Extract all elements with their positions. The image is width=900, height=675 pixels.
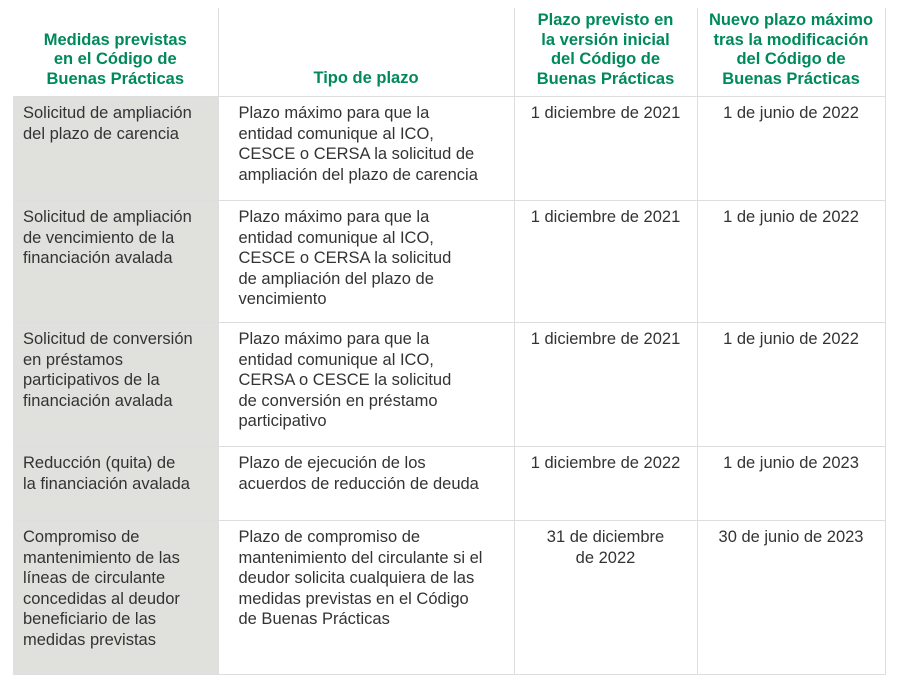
cell-line: del plazo de carencia	[23, 124, 179, 143]
cell-line: de vencimiento de la	[23, 228, 175, 247]
cell-line: Plazo máximo para que la	[238, 330, 430, 348]
cell-line: ampliación del plazo de carencia	[238, 165, 478, 184]
header-line: del Código de	[550, 50, 661, 68]
cell-nuevo-plazo	[697, 447, 885, 521]
cell-line: concedidas al deudor	[23, 589, 180, 608]
cell-medida	[13, 521, 218, 675]
table-row	[13, 201, 885, 323]
cell-line: de 2022	[575, 548, 636, 567]
cell-plazo-inicial	[514, 447, 697, 521]
cell-medida	[13, 97, 218, 201]
cell-plazo-inicial	[514, 521, 697, 675]
cell-tipo	[218, 323, 514, 447]
cell-line: financiación avalada	[23, 249, 173, 267]
cell-tipo	[218, 97, 514, 201]
header-line: Nuevo plazo máximo	[708, 11, 874, 29]
cell-line: Solicitud de ampliación	[23, 104, 192, 122]
cell-line: medidas previstas	[23, 630, 156, 649]
cell-nuevo-plazo	[697, 323, 885, 447]
cell-tipo	[218, 201, 514, 323]
cell-line: beneficiario de las	[23, 610, 156, 628]
cell-line: Compromiso de	[23, 528, 140, 546]
cell-line: 1 de junio de 2022	[723, 104, 859, 122]
cell-tipo	[218, 447, 514, 521]
header-line: en el Código de	[53, 50, 177, 68]
plazos-table-container	[13, 8, 885, 675]
cell-line: CERSA o CESCE la solicitud	[238, 371, 452, 389]
cell-nuevo-plazo	[697, 521, 885, 675]
cell-medida	[13, 201, 218, 323]
header-line: Buenas Prácticas	[536, 69, 675, 88]
cell-line: CESCE o CERSA la solicitud	[238, 249, 452, 267]
cell-line: mantenimiento de las	[23, 548, 180, 567]
cell-line: participativo	[238, 412, 327, 430]
header-line: Tipo de plazo	[313, 68, 419, 87]
cell-line: medidas previstas en el Código	[238, 589, 469, 608]
cell-line: deudor solicita cualquiera de las	[238, 569, 475, 587]
cell-medida	[13, 447, 218, 521]
cell-line: 1 de junio de 2023	[723, 454, 859, 472]
cell-line: acuerdos de reducción de deuda	[238, 474, 479, 493]
table-row	[13, 97, 885, 201]
cell-line: de Buenas Prácticas	[238, 610, 390, 628]
header-line: la versión inicial	[541, 30, 670, 49]
header-tipo-de-plazo	[218, 8, 514, 97]
cell-line: 1 diciembre de 2021	[530, 104, 681, 122]
cell-line: 1 de junio de 2022	[723, 330, 859, 348]
cell-line: 30 de junio de 2023	[718, 528, 864, 546]
cell-line: Reducción (quita) de	[23, 454, 176, 472]
cell-line: Solicitud de conversión	[23, 330, 193, 348]
cell-line: entidad comunique al ICO,	[238, 124, 434, 143]
cell-line: entidad comunique al ICO,	[238, 350, 434, 369]
cell-line: Plazo de compromiso de	[238, 528, 421, 546]
header-medidas	[13, 8, 218, 97]
header-line: Medidas previstas	[43, 30, 187, 49]
header-plazo-inicial	[514, 8, 697, 97]
cell-line: Plazo máximo para que la	[238, 104, 430, 122]
cell-line: CESCE o CERSA la solicitud de	[238, 145, 475, 163]
cell-line: participativos de la	[23, 371, 160, 389]
cell-line: 1 diciembre de 2022	[530, 454, 681, 472]
header-line: del Código de	[736, 50, 846, 68]
cell-plazo-inicial	[514, 97, 697, 201]
cell-line: financiación avalada	[23, 391, 173, 410]
header-line: Buenas Prácticas	[46, 69, 185, 88]
cell-line: entidad comunique al ICO,	[238, 228, 434, 247]
header-nuevo-plazo	[697, 8, 885, 97]
cell-tipo	[218, 521, 514, 675]
cell-nuevo-plazo	[697, 97, 885, 201]
cell-line: de ampliación del plazo de	[238, 269, 434, 288]
cell-line: líneas de circulante	[23, 569, 166, 587]
cell-line: mantenimiento del circulante si el	[238, 548, 483, 567]
cell-line: Plazo máximo para que la	[238, 208, 430, 226]
cell-line: vencimiento	[238, 290, 327, 308]
table-row	[13, 521, 885, 675]
plazos-table	[13, 8, 886, 675]
cell-line: de conversión en préstamo	[238, 391, 438, 410]
table-header-row	[13, 8, 885, 97]
table-row	[13, 447, 885, 521]
header-line: Buenas Prácticas	[722, 69, 860, 88]
cell-line: 1 diciembre de 2021	[530, 330, 681, 348]
cell-line: Plazo de ejecución de los	[238, 454, 426, 472]
cell-plazo-inicial	[514, 323, 697, 447]
cell-line: Solicitud de ampliación	[23, 208, 192, 226]
header-line: tras la modificación	[713, 30, 869, 49]
cell-line: en préstamos	[23, 350, 123, 369]
cell-line: 31 de diciembre	[546, 528, 665, 546]
cell-plazo-inicial	[514, 201, 697, 323]
cell-line: 1 de junio de 2022	[723, 208, 859, 226]
cell-nuevo-plazo	[697, 201, 885, 323]
cell-line: la financiación avalada	[23, 474, 190, 493]
cell-line: 1 diciembre de 2021	[530, 208, 681, 226]
cell-medida	[13, 323, 218, 447]
table-row	[13, 323, 885, 447]
header-line: Plazo previsto en	[537, 11, 674, 29]
